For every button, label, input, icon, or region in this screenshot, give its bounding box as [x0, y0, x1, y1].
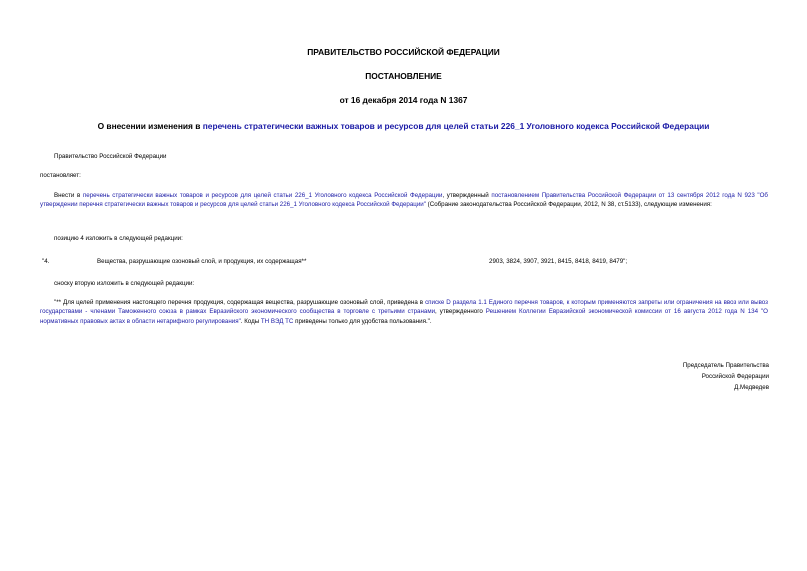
signature-position: Председатель Правительства — [682, 362, 769, 369]
tn-ved-link[interactable]: ТН ВЭД ТС — [260, 317, 294, 325]
decree-word: постановляет: — [40, 172, 81, 179]
subject-prefix: О внесении изменения в — [97, 121, 203, 131]
subject-link[interactable]: перечень стратегически важных товаров и ресурсов для целей статьи 226_1 Уголовного кодекса Российской Федерации — [202, 121, 710, 131]
amendment-paragraph — [40, 191, 768, 210]
amendment-text-1: Внести в — [54, 192, 83, 199]
document-subject — [0, 121, 807, 131]
amendment-text-3: (Собрание законодательства Российской Федерации, 2012, N 38, ст.5133), следующие изменения: — [425, 201, 712, 209]
footnote-paragraph — [40, 298, 768, 326]
position-instruction: позицию 4 изложить в следующей редакции: — [54, 235, 183, 242]
footnote-text-1: "** Для целей применения настоящего перечня продукция, содержащая вещества, разрушающие озоновый слой, приведена в — [54, 299, 426, 306]
position-number: "4. — [42, 258, 50, 265]
decree-923-link[interactable]: постановлением Правительства Российской Федерации от 13 сентября 2012 года N 923 "Об утверждении перечня стратегически важных товаров и ресурсов для целей статьи 226_1 Уголовного кодекса Российской Федерации" — [40, 192, 768, 209]
amendment-text-2: , утвержденный — [442, 192, 492, 199]
issuer-text: Правительство Российской Федерации — [54, 153, 167, 160]
government-title: ПРАВИТЕЛЬСТВО РОССИЙСКОЙ ФЕДЕРАЦИИ — [307, 47, 500, 57]
footnote-text-3: . Коды — [240, 317, 261, 325]
decision-134-link[interactable]: Решением Коллегии Евразийской экономической комиссии от 16 августа 2012 года N 134 "О нормативных правовых актах в области нетарифного регулирования" — [40, 308, 768, 325]
signature-country: Российской Федерации — [701, 373, 769, 380]
footnote-instruction: сноску вторую изложить в следующей редакции: — [54, 280, 195, 287]
footnote-text-2: , утвержденного — [435, 308, 486, 316]
list-link[interactable]: перечень стратегически важных товаров и ресурсов для целей статьи 226_1 Уголовного кодекса Российской Федерации — [82, 192, 443, 199]
position-codes: 2903, 3824, 3907, 3921, 8415, 8418, 8419, 8479"; — [489, 258, 628, 265]
document-date-number: от 16 декабря 2014 года N 1367 — [339, 95, 468, 105]
document-type: ПОСТАНОВЛЕНИЕ — [365, 71, 442, 81]
signature-name: Д.Медведев — [734, 384, 769, 391]
footnote-text-4: приведены только для удобства пользования.". — [293, 317, 432, 325]
position-name: Вещества, разрушающие озоновый слой, и продукция, их содержащая** — [97, 258, 307, 265]
list-d-link[interactable]: списке D раздела 1.1 Единого перечня товаров, к которым применяются запреты или ограничения на ввоз или вывоз государствами - членами Таможенного союза в рамках Евразийского экономического сообщества в торговле с третьими странами — [40, 299, 768, 316]
